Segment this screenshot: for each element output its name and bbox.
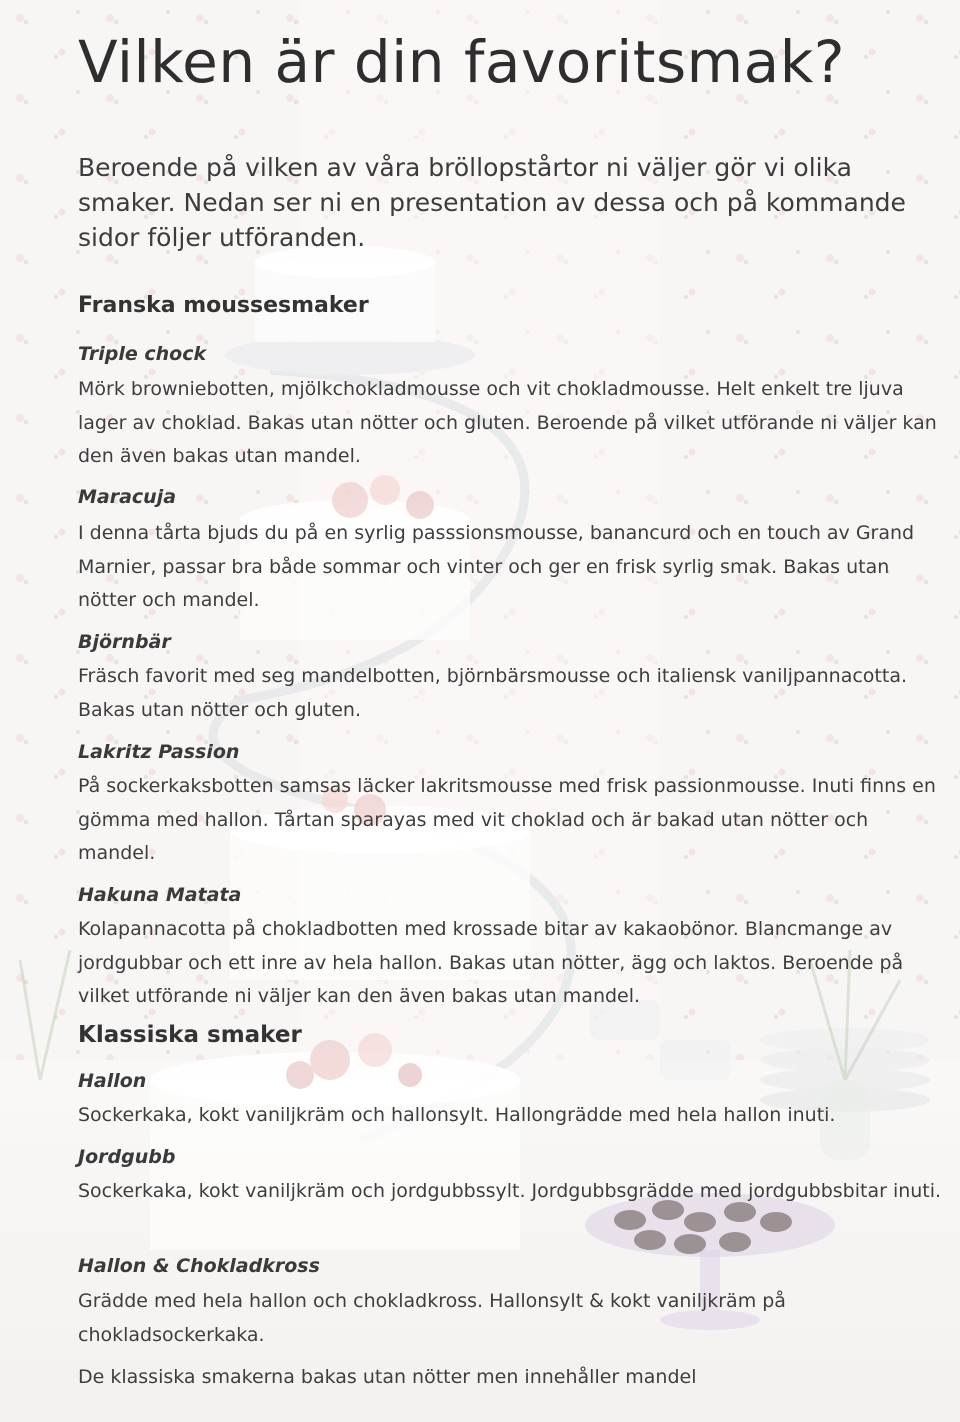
flavor-description-bjornbar: Fräsch favorit med seg mandelbotten, björnbärsmousse och italiensk vaniljpannacotta. Bakas utan nötter och gluten.: [78, 665, 908, 721]
flavor-name-maracuja: Maracuja: [78, 486, 177, 508]
flavor-name-hakuna-matata: Hakuna Matata: [78, 884, 242, 906]
intro-paragraph: Beroende på vilken av våra bröllopstårtor ni väljer gör vi olika smaker. Nedan ser ni en presentation av dessa och på kommande sidor följer utföranden.: [78, 153, 906, 252]
flavor-name-lakritz-passion: Lakritz Passion: [78, 741, 240, 763]
section-heading-french: Franska moussesmaker: [78, 293, 369, 318]
flavor-description-hallon-chokladkross: Grädde med hela hallon och chokladkross. Hallonsylt & kokt vaniljkräm på chokladsockerkaka.: [78, 1290, 786, 1346]
section-heading-classic: Klassiska smaker: [78, 1022, 302, 1048]
flavor-name-hallon-chokladkross: Hallon & Chokladkross: [78, 1255, 320, 1277]
classic-flavors-note: De klassiska smakerna bakas utan nötter men innehåller mandel: [78, 1366, 697, 1388]
flavor-description-hallon: Sockerkaka, kokt vaniljkräm och hallonsylt. Hallongrädde med hela hallon inuti.: [78, 1104, 836, 1126]
flavor-name-jordgubb: Jordgubb: [78, 1146, 176, 1168]
flavor-name-bjornbar: Björnbär: [78, 631, 171, 653]
flavor-description-maracuja: I denna tårta bjuds du på en syrlig passsionsmousse, banancurd och en touch av Grand Marnier, passar bra både sommar och vinter och ger en frisk syrlig smak. Bakas utan nötter och mandel.: [78, 522, 915, 611]
flavor-description-hakuna-matata: Kolapannacotta på chokladbotten med krossade bitar av kakaobönor. Blancmange av jordgubbar och ett inre av hela hallon. Bakas utan nötter, ägg och laktos. Beroende på vilket utförande ni väljer kan den även bakas utan mandel.: [78, 918, 904, 1007]
flavor-description-jordgubb: Sockerkaka, kokt vaniljkräm och jordgubbssylt. Jordgubbsgrädde med jordgubbsbitar inuti.: [78, 1180, 942, 1202]
flavor-description-triple-chock: Mörk browniebotten, mjölkchokladmousse och vit chokladmousse. Helt enkelt tre ljuva lager av choklad. Bakas utan nötter och gluten. Beroende på vilket utförande ni väljer kan den även bakas utan mandel.: [78, 378, 937, 467]
flavor-name-hallon: Hallon: [78, 1070, 147, 1092]
flavor-name-triple-chock: Triple chock: [78, 343, 207, 365]
flavor-description-lakritz-passion: På sockerkaksbotten samsas läcker lakritsmousse med frisk passionmousse. Inuti finns en gömma med hallon. Tårtan sparayas med vit choklad och är bakad utan nötter och mandel.: [78, 775, 936, 864]
page-title: Vilken är din favoritsmak?: [78, 28, 846, 96]
